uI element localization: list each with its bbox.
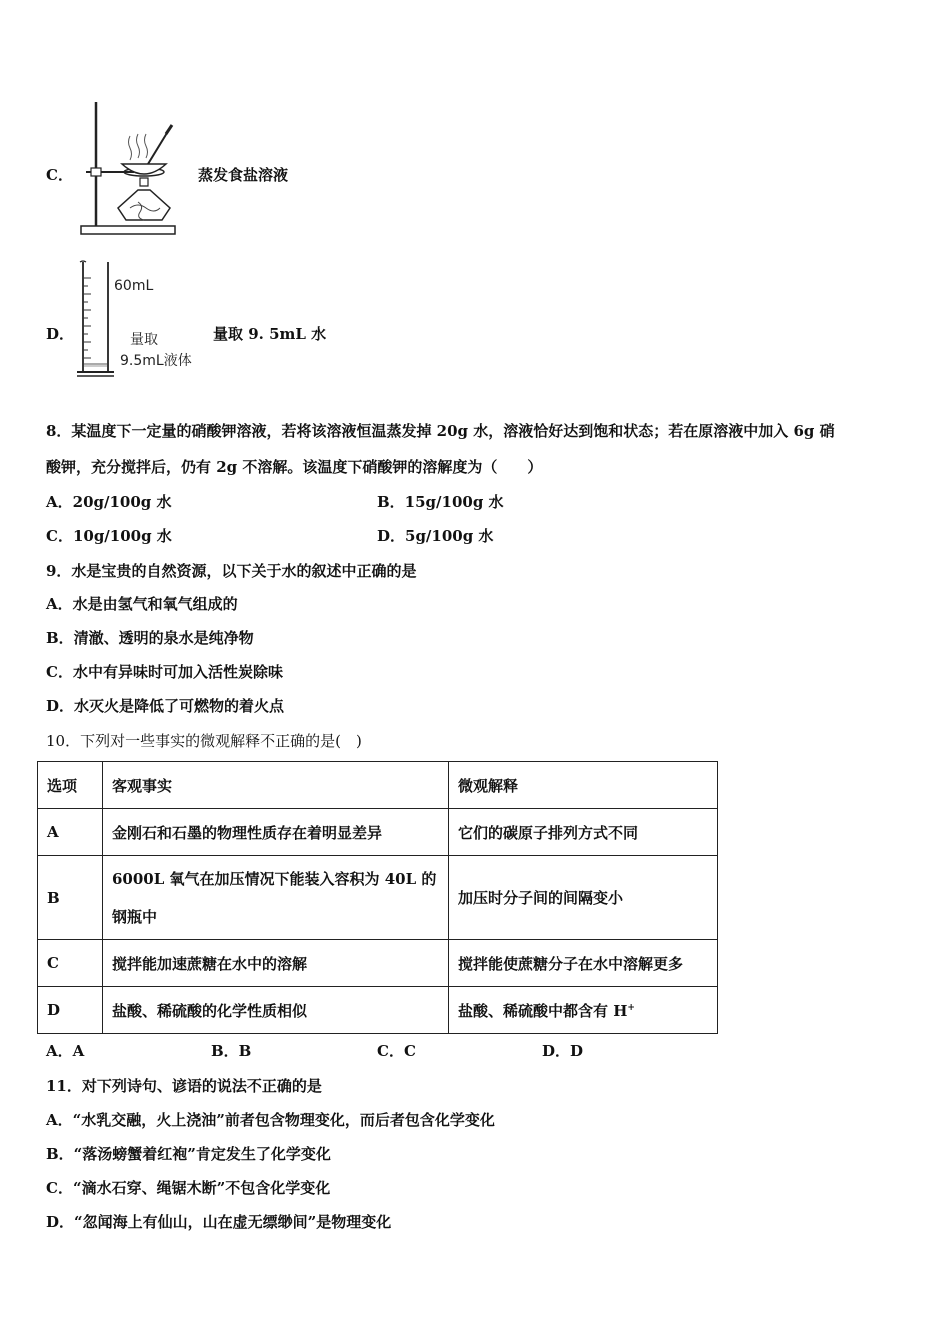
q9-option-b: B．清澈、透明的泉水是纯净物 <box>46 629 254 647</box>
row-option: A <box>38 809 103 856</box>
cylinder-label-1: 量取 <box>130 332 158 348</box>
q10-stem: 10．下列对一些事实的微观解释不正确的是( ) <box>46 732 362 750</box>
q7-option-c-caption: 蒸发食盐溶液 <box>198 166 289 184</box>
q10-answer-a: A．A <box>46 1042 85 1060</box>
q7-option-d-caption: 量取 9. 5mL 水 <box>213 325 327 343</box>
cylinder-volume-label: 60mL <box>114 278 154 294</box>
row-fact: 盐酸、稀硫酸的化学性质相似 <box>103 987 449 1034</box>
row-explanation: 加压时分子间的间隔变小 <box>449 856 718 940</box>
row-explanation-text: 盐酸、稀硫酸中都含有 H <box>458 1001 628 1020</box>
row-explanation: 它们的碳原子排列方式不同 <box>449 809 718 856</box>
row-explanation: 搅拌能使蔗糖分子在水中溶解更多 <box>449 940 718 987</box>
row-option: D <box>38 987 103 1034</box>
q8-option-d: D．5g/100g 水 <box>377 527 494 545</box>
q10-answer-c: C．C <box>377 1042 416 1060</box>
table-header-row <box>38 762 718 809</box>
q7-option-c-letter: C． <box>46 166 73 184</box>
q11-stem: 11．对下列诗句、谚语的说法不正确的是 <box>46 1077 322 1095</box>
row-option: C <box>38 940 103 987</box>
q9-stem: 9．水是宝贵的自然资源，以下关于水的叙述中正确的是 <box>46 562 417 580</box>
q8-stem-line1: 8．某温度下一定量的硝酸钾溶液，若将该溶液恒温蒸发掉 20g 水，溶液恰好达到饱和状态；若在原溶液中加入 6g 硝 <box>46 422 835 440</box>
graduated-cylinder-figure <box>74 258 204 382</box>
q8-option-b: B．15g/100g 水 <box>377 493 504 511</box>
q10-answer-d: D．D <box>542 1042 584 1060</box>
q9-option-a: A．水是由氢气和氧气组成的 <box>46 595 238 613</box>
q8-option-a: A．20g/100g 水 <box>46 493 172 511</box>
q11-option-b: B．“落汤螃蟹着红袍”肯定发生了化学变化 <box>46 1145 331 1163</box>
q11-option-d: D．“忽闻海上有仙山，山在虚无缥缈间”是物理变化 <box>46 1213 392 1231</box>
evaporation-apparatus-figure <box>78 98 178 240</box>
q11-option-c: C．“滴水石穿、绳锯木断”不包含化学变化 <box>46 1179 331 1197</box>
row-explanation <box>449 987 718 1034</box>
table-row <box>38 940 718 987</box>
table-row <box>38 856 718 940</box>
row-fact: 6000L 氧气在加压情况下能装入容积为 40L 的钢瓶中 <box>103 856 449 940</box>
q8-stem-line2: 酸钾，充分搅拌后，仍有 2g 不溶解。该温度下硝酸钾的溶解度为（ ） <box>46 458 543 476</box>
q9-option-c: C．水中有异味时可加入活性炭除味 <box>46 663 283 681</box>
q9-option-d: D．水灭火是降低了可燃物的着火点 <box>46 697 285 715</box>
row-fact: 搅拌能加速蔗糖在水中的溶解 <box>103 940 449 987</box>
q10-table <box>37 761 718 1034</box>
header-explanation: 微观解释 <box>449 762 718 809</box>
row-fact: 金刚石和石墨的物理性质存在着明显差异 <box>103 809 449 856</box>
q11-option-a: A．“水乳交融，火上浇油”前者包含物理变化，而后者包含化学变化 <box>46 1111 495 1129</box>
header-fact: 客观事实 <box>103 762 449 809</box>
row-option: B <box>38 856 103 940</box>
superscript-plus: + <box>627 1002 635 1013</box>
q8-option-c: C．10g/100g 水 <box>46 527 172 545</box>
table-row <box>38 809 718 856</box>
q10-answer-b: B．B <box>211 1042 252 1060</box>
cylinder-label-2: 9.5mL液体 <box>120 353 192 369</box>
q7-option-d-letter: D． <box>46 325 75 343</box>
table-row <box>38 987 718 1034</box>
header-option: 选项 <box>38 762 103 809</box>
